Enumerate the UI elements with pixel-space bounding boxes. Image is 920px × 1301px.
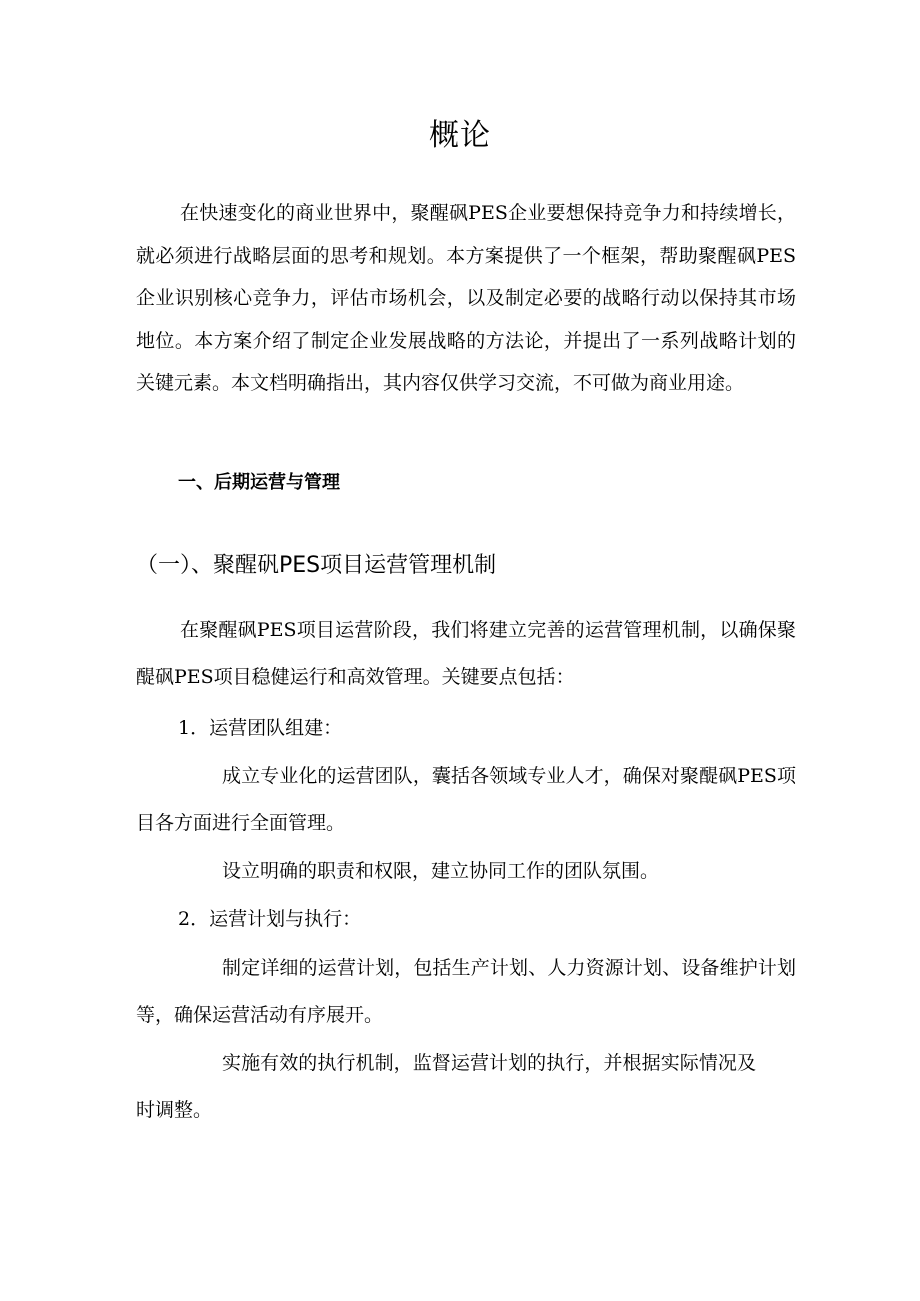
subsection-intro-paragraph: 在聚醒砜PES项目运营阶段，我们将建立完善的运营管理机制，以确保聚醍砜PES项目稳健运行和高效管理。关键要点包括： — [136, 619, 796, 688]
section-heading: 一、后期运营与管理 — [178, 472, 340, 493]
list-item-heading-2: 2．运营计划与执行： — [178, 908, 362, 930]
page-title: 概论 — [429, 118, 491, 153]
list-item-paragraph: 制定详细的运营计划，包括生产计划、人力资源计划、设备维护计划等，确保运营活动有序展开。 — [136, 957, 796, 1026]
list-item-paragraph: 成立专业化的运营团队，囊括各领域专业人才，确保对聚醍砜PES项目各方面进行全面管理。 — [136, 765, 796, 834]
list-item-paragraph: 设立明确的职责和权限，建立协同工作的团队氛围。 — [222, 860, 660, 882]
subsection-heading: （一）、聚醒矾PES项目运营管理机制 — [136, 553, 497, 578]
list-item-paragraph: 实施有效的执行机制，监督运营计划的执行，并根据实际情况及时调整。 — [136, 1052, 756, 1121]
list-item-heading-1: 1．运营团队组建： — [178, 717, 343, 739]
intro-paragraph: 在快速变化的商业世界中，聚醒砜PES企业要想保持竞争力和持续增长，就必须进行战略层面的思考和规划。本方案提供了一个框架，帮助聚醒砜PES企业识别核心竞争力，评估市场机会，以及制定必要的战略行动以保持其市场地位。本方案介绍了制定企业发展战略的方法论，并提出了一系列战略计划的关键元素。本文档明确指出，其内容仅供学习交流，不可做为商业用途。 — [136, 202, 796, 394]
